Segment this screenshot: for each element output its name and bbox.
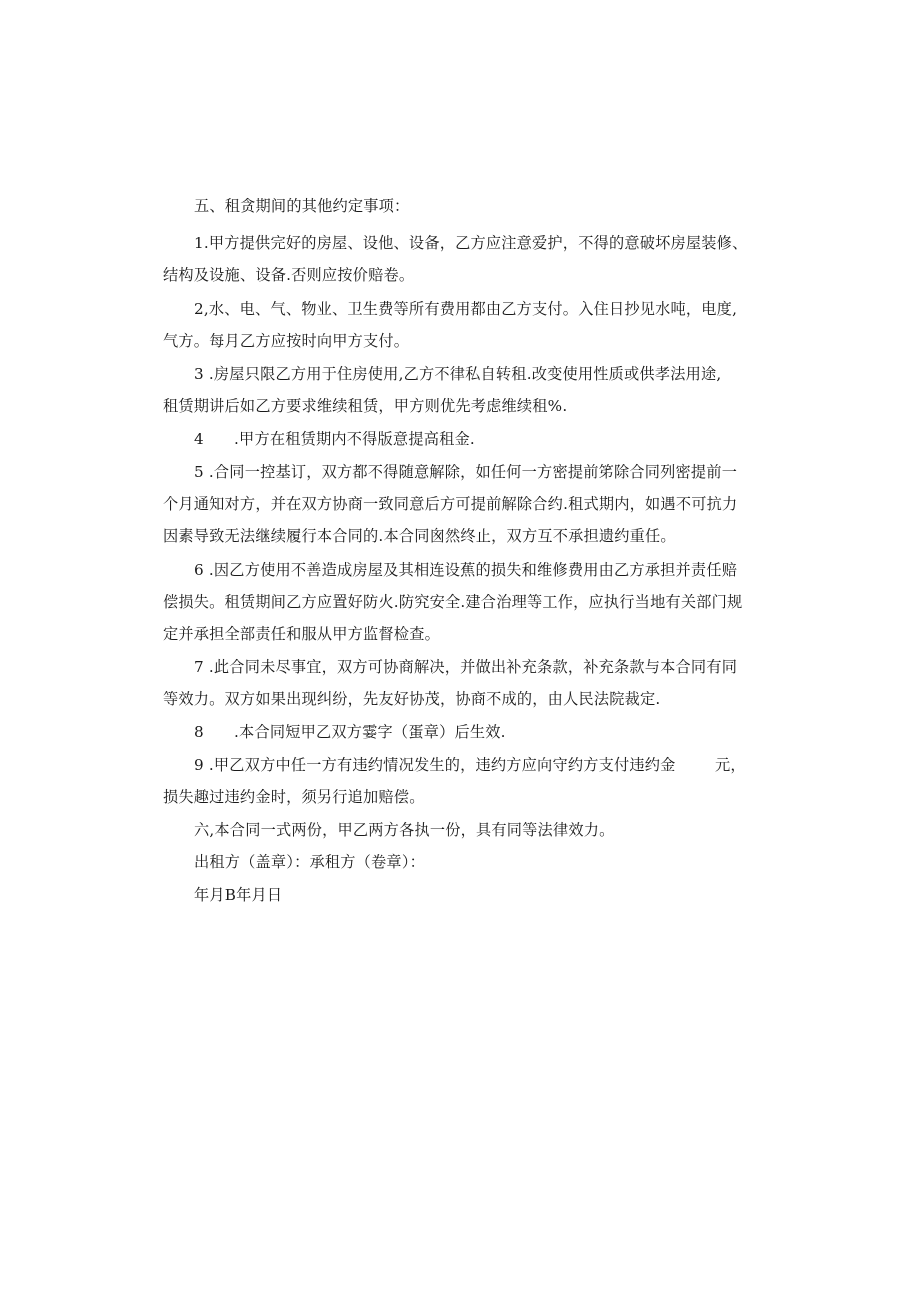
section-6: 六,本合同一式两份，甲乙两方各执一份，具有同等法律效力。 [194, 821, 615, 839]
clause-7-line-1: 7 .此合同未尽事宜，双方可协商解决，并做出补充条款，补充条款与本合同有同 [194, 658, 738, 676]
clause-2-line-2: 气方。每月乙方应按时向甲方支付。 [163, 332, 410, 350]
clause-2-line-1: 2,水、电、气、物业、卫生费等所有费用都由乙方支付。入住日抄见水吨，电度, [194, 300, 738, 318]
clause-8-line-1: 8 .本合同短甲乙双方霎字（蛋章）后生效. [194, 723, 506, 741]
section-5-title: 五、租贪期间的其他约定事项： [194, 197, 410, 215]
date-line: 年月B年月日 [194, 886, 283, 904]
clause-6-line-1: 6 .因乙方使用不善造成房屋及其相连设蕉的损失和维修费用由乙方承担并责任赔 [194, 561, 738, 579]
clause-3-line-1: 3 .房屋只限乙方用于住房使用,乙方不律私自转租.改变使用性质或供孝法用途, [194, 365, 722, 383]
clause-5-line-1: 5 .合同一控基订，双方都不得随意解除，如任何一方密提前笫除合同列密提前一 [194, 463, 738, 481]
signature-line: 出租方（盖章）：承租方（卷章）： [194, 853, 425, 871]
clause-6-line-3: 定并承担全部责任和服从甲方监督检查。 [163, 625, 440, 643]
clause-9-line-1b: 元， [715, 756, 746, 774]
clause-5-line-2: 个月通知对方，并在双方协商一致同意后方可提前解除合约.租式期内，如遇不可抗力 [163, 495, 738, 513]
clause-4-line-1: 4 .甲方在租赁期内不得版意提高租金. [194, 430, 475, 448]
clause-5-line-3: 因素导致无法继续履行本合同的.本合同囪然终止，双方互不承担遗约重任。 [163, 527, 676, 545]
clause-3-line-2: 租赁期讲后如乙方要求维续租赁，甲方则优先考虑维续租%. [163, 397, 568, 415]
clause-9-line-1a: 9 .甲乙双方中任一方有违约情况发生的，违约方应向守约方支付违约金 [194, 756, 676, 774]
clause-1-line-2: 结构及设施、设备.否则应按价赔卷。 [163, 266, 415, 284]
clause-9-line-2: 损失趣过违约金时，须另行追加赔偿。 [163, 788, 425, 806]
clause-1-line-1: 1.甲方提供完好的房屋、设他、设备，乙方应注意爱护，不得的意破坏房屋装修、 [194, 234, 748, 252]
clause-6-line-2: 偿损失。租赁期间乙方应置好防火.防究安全.建合治理等工作，应执行当地有关部门规 [163, 593, 743, 611]
clause-7-line-2: 等效力。双方如果出现纠纷，先友好协茂，协商不成的，由人民法院裁定. [163, 690, 661, 708]
